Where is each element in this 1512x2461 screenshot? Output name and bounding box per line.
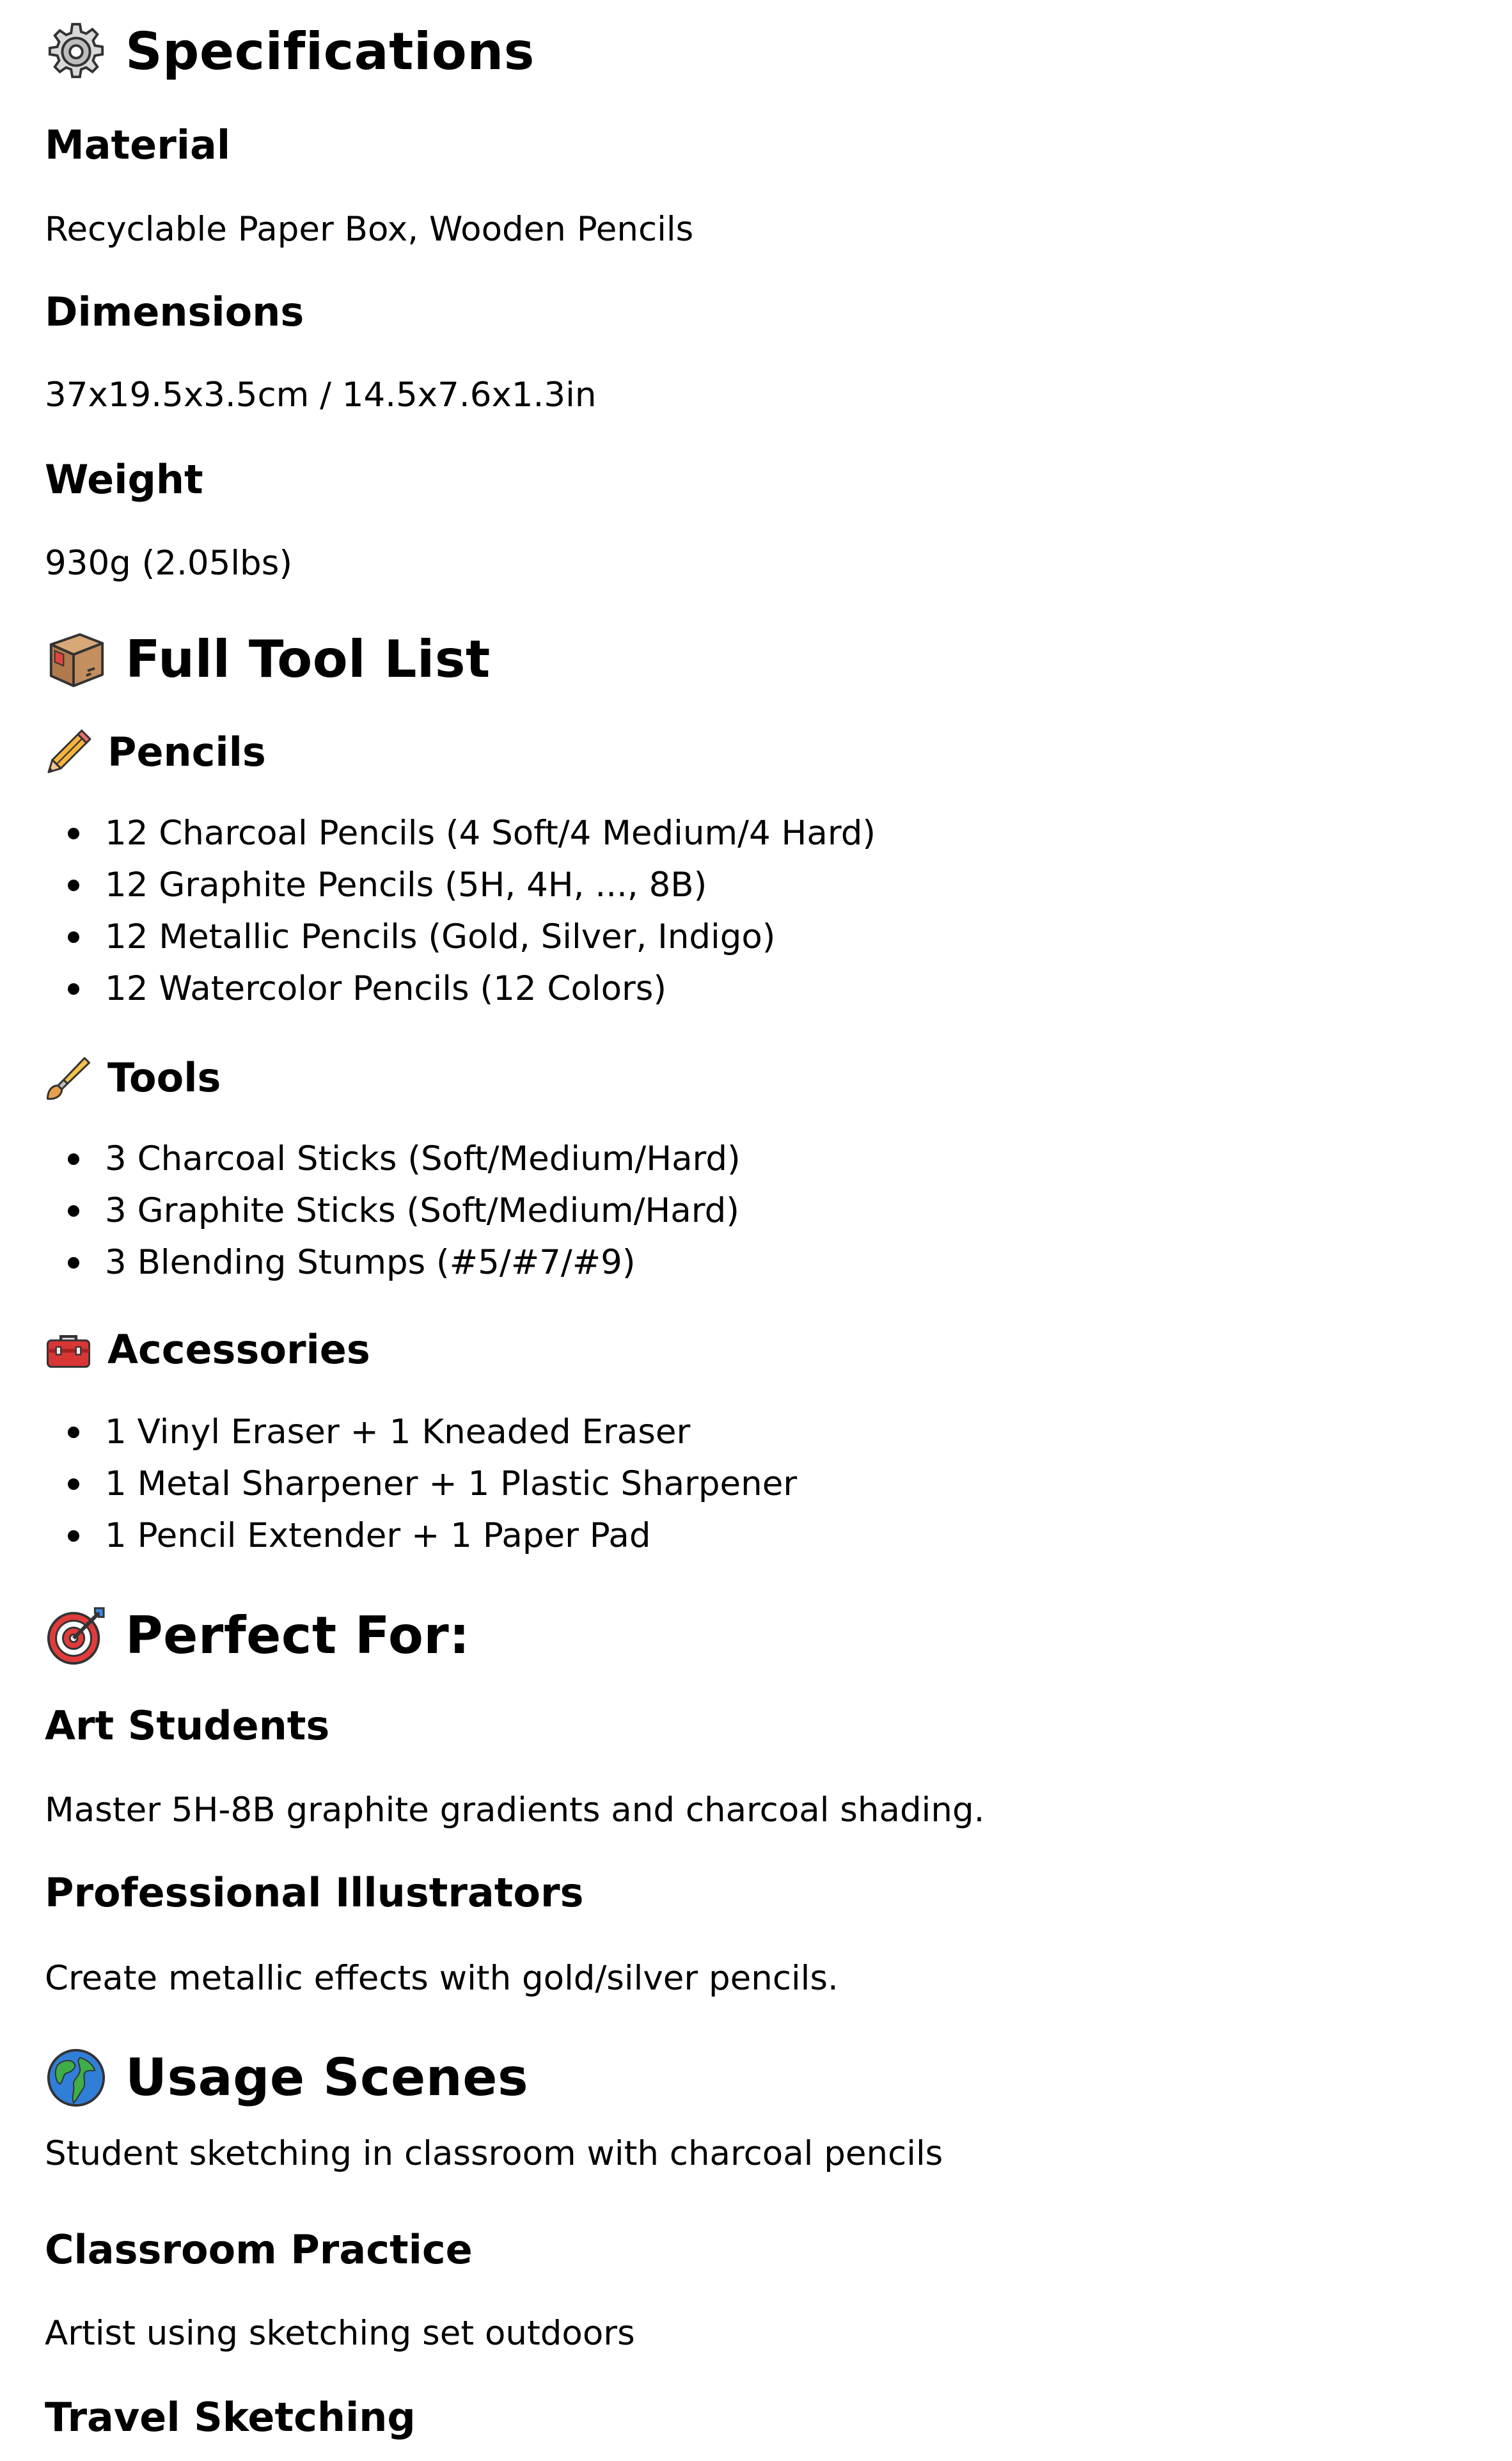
list-item: 12 Watercolor Pencils (12 Colors): [45, 972, 1452, 1006]
list-item: 12 Metallic Pencils (Gold, Silver, Indigo): [45, 920, 1452, 954]
tools-heading: [45, 1054, 221, 1102]
perfect-for-title: Perfect For:: [125, 1606, 470, 1665]
art-students-label: Art Students: [45, 1702, 330, 1749]
classroom-practice-text: Artist using sketching set outdoors: [45, 2314, 635, 2353]
list-item: 1 Metal Sharpener + 1 Plastic Sharpener: [45, 1467, 1452, 1501]
list-item: 1 Pencil Extender + 1 Paper Pad: [45, 1519, 1452, 1553]
tools-title: Tools: [107, 1054, 221, 1101]
package-icon: [45, 628, 107, 691]
target-icon: [45, 1604, 107, 1667]
illustrators-label: Professional Illustrators: [45, 1869, 584, 1916]
accessories-heading: [45, 1326, 370, 1373]
weight-label: Weight: [45, 456, 203, 503]
tool-list-heading: [45, 628, 491, 691]
list-item: 1 Vinyl Eraser + 1 Kneaded Eraser: [45, 1415, 1452, 1449]
specifications-title: Specifications: [125, 22, 535, 81]
usage-scenes-heading: [45, 2046, 528, 2109]
paintbrush-icon: [45, 1054, 92, 1102]
material-label: Material: [45, 122, 231, 168]
travel-sketching-label: Travel Sketching: [45, 2394, 416, 2441]
list-item: 12 Graphite Pencils (5H, 4H, ..., 8B): [45, 868, 1452, 902]
classroom-practice-label: Classroom Practice: [45, 2226, 473, 2273]
usage-intro: Student sketching in classroom with charcoal pencils: [45, 2134, 943, 2173]
tool-list-title: Full Tool List: [125, 629, 491, 689]
weight-value: 930g (2.05lbs): [45, 544, 292, 583]
pencils-title: Pencils: [107, 729, 266, 775]
toolbox-icon: [45, 1326, 92, 1373]
tools-list: [45, 1139, 1452, 1282]
list-item: 3 Graphite Sticks (Soft/Medium/Hard): [45, 1194, 1452, 1228]
gear-icon: [45, 20, 107, 83]
list-item: 3 Blending Stumps (#5/#7/#9): [45, 1246, 1452, 1279]
globe-icon: [45, 2046, 107, 2109]
perfect-for-heading: [45, 1604, 470, 1667]
illustrators-value: Create metallic effects with gold/silver pencils.: [45, 1959, 839, 1998]
list-item: 3 Charcoal Sticks (Soft/Medium/Hard): [45, 1142, 1452, 1176]
art-students-value: Master 5H-8B graphite gradients and charcoal shading.: [45, 1791, 985, 1830]
dimensions-value: 37x19.5x3.5cm / 14.5x7.6x1.3in: [45, 376, 597, 415]
list-item: 12 Charcoal Pencils (4 Soft/4 Medium/4 Hard): [45, 816, 1452, 850]
usage-scenes-title: Usage Scenes: [125, 2048, 529, 2107]
pencils-list: [45, 816, 1452, 1006]
accessories-list: [45, 1415, 1452, 1553]
specifications-heading: [45, 20, 535, 83]
pencil-icon: [45, 729, 92, 776]
material-value: Recyclable Paper Box, Wooden Pencils: [45, 210, 694, 249]
dimensions-label: Dimensions: [45, 289, 304, 335]
pencils-heading: [45, 729, 266, 776]
accessories-title: Accessories: [107, 1326, 370, 1373]
